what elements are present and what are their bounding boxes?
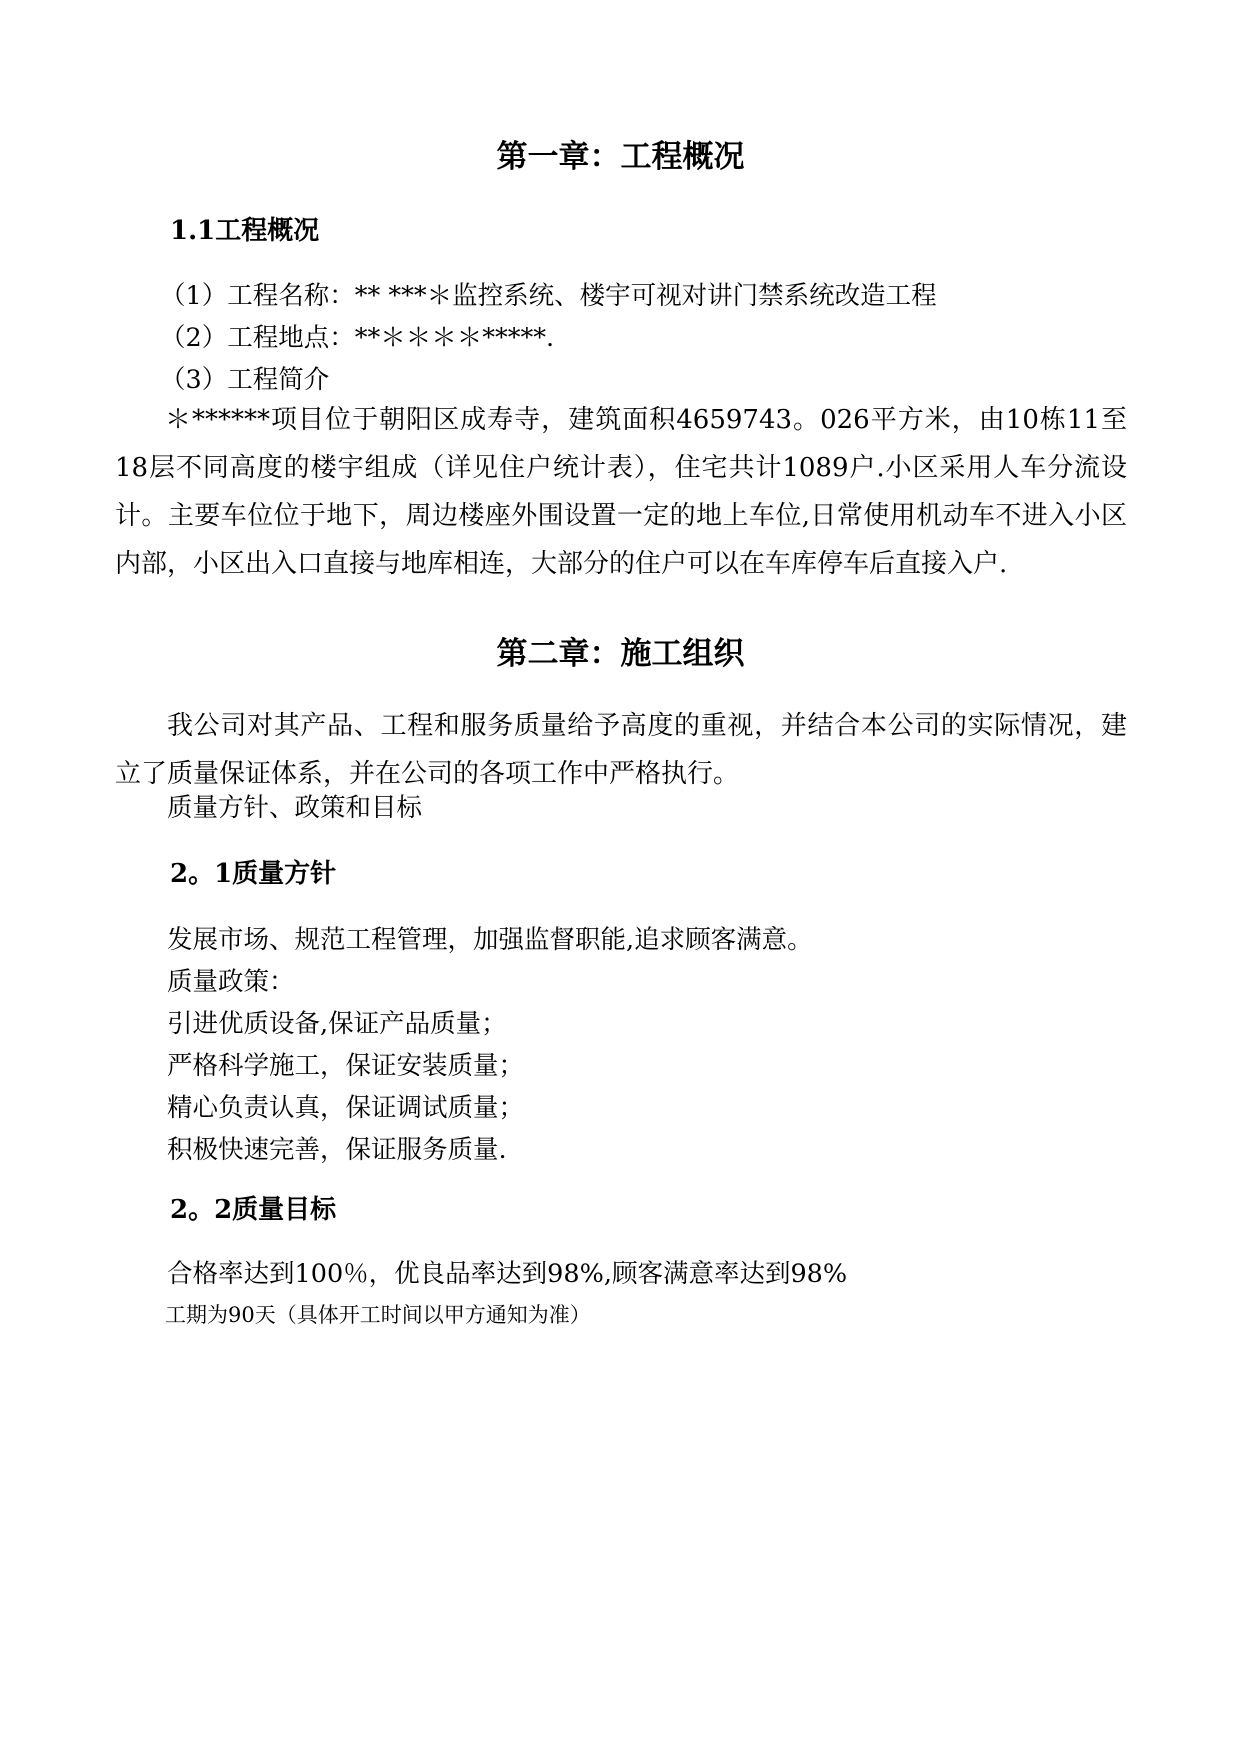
project-name-item: （1）工程名称：** ***＊监控系统、楼宇可视对讲门禁系统改造工程: [160, 281, 937, 311]
section-1-1-heading: 1.1工程概况: [170, 216, 320, 246]
duration-line: 工期为90天（具体开工时间以甲方通知为准）: [165, 1303, 591, 1327]
section-2-1-heading: 2。1质量方针: [170, 859, 337, 889]
project-location-item: （2）工程地点：**＊＊＊＊*****.: [160, 323, 555, 353]
quality-subtitle: 质量方针、政策和目标: [167, 793, 423, 823]
chapter-2-title: 第二章：施工组织: [496, 636, 745, 672]
policy-line: 引进优质设备,保证产品质量；: [167, 1009, 507, 1039]
policy-line: 严格科学施工，保证安装质量；: [167, 1051, 525, 1081]
chapter-2-intro-paragraph: 我公司对其产品、工程和服务质量给予高度的重视，并结合本公司的实际情况，建立了质量保证体系，并在公司的各项工作中严格执行。: [115, 711, 1127, 789]
quality-target-line: 合格率达到100％，优良品率达到98%,顾客满意率达到98%: [167, 1259, 848, 1289]
project-intro-paragraph: ＊******项目位于朝阳区成寿寺，建筑面积4659743。026平方米，由10栋11至18层不同高度的楼宇组成（详见住户统计表），住宅共计1089户.小区采用人车分流设计。主要车位位于地下，周边楼座外围设置一定的地上车位,日常使用机动车不进入小区内部，小区出入口直接与地库相连，大部分的住户可以在车库停车后直接入户.: [115, 405, 1127, 579]
policy-line: 发展市场、规范工程管理，加强监督职能,追求顾客满意。: [167, 925, 813, 955]
chapter-1-title: 第一章：工程概况: [496, 139, 745, 175]
section-2-2-heading: 2。2质量目标: [170, 1195, 337, 1225]
policy-line: 精心负责认真，保证调试质量；: [167, 1093, 525, 1123]
policy-line: 积极快速完善，保证服务质量.: [167, 1135, 507, 1165]
project-intro-item: （3）工程简介: [160, 365, 330, 395]
policy-line: 质量政策：: [167, 967, 295, 997]
